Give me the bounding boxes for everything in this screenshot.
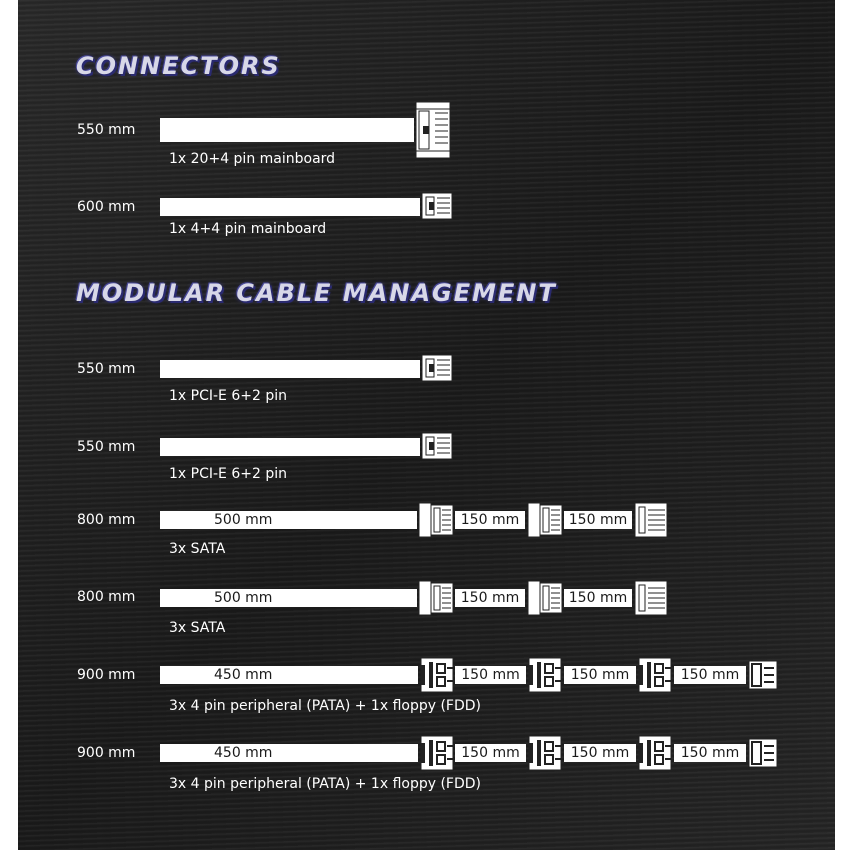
segment-length: 150 mm: [461, 667, 520, 683]
cable-bar: [160, 511, 417, 529]
sata-connector-icon: [418, 580, 454, 616]
cable-length: 550 mm: [77, 361, 136, 377]
cable-bar: [160, 118, 414, 142]
cable-description: 3x SATA: [169, 620, 226, 636]
pcie-connector-icon: [421, 354, 453, 382]
cable-description: 1x PCI-E 6+2 pin: [169, 388, 287, 404]
segment-length: 500 mm: [214, 512, 273, 528]
cable-bar: [160, 666, 418, 684]
cable-segment: [455, 511, 525, 529]
cable-length: 900 mm: [77, 745, 136, 761]
cable-bar: [160, 438, 420, 456]
cable-description: 1x 20+4 pin mainboard: [169, 151, 336, 167]
cable-segment: [564, 666, 636, 684]
floppy-connector-icon: [748, 660, 778, 690]
molex-connector-icon: [638, 657, 672, 693]
cable-length: 800 mm: [77, 512, 136, 528]
cable-bar: [160, 589, 417, 607]
segment-length: 150 mm: [680, 667, 740, 683]
cable-segment: [674, 744, 746, 762]
cable-length: 550 mm: [77, 439, 136, 455]
sata-connector-icon: [634, 580, 668, 616]
cable-bar: [160, 360, 420, 378]
cable-length: 550 mm: [77, 122, 136, 138]
cable-description: 1x PCI-E 6+2 pin: [169, 466, 287, 482]
segment-length: 150 mm: [680, 745, 740, 761]
cable-description: 3x 4 pin peripheral (PATA) + 1x floppy (FDD): [169, 776, 481, 792]
cable-segment: [674, 666, 746, 684]
sata-connector-icon: [527, 580, 563, 616]
floppy-connector-icon: [748, 738, 778, 768]
cable-bar: [160, 198, 420, 216]
cable-segment: [564, 589, 632, 607]
cable-segment: [455, 744, 526, 762]
modular-cable-heading: MODULAR CABLE MANAGEMENT: [76, 279, 557, 307]
sata-connector-icon: [634, 502, 668, 538]
cable-length: 800 mm: [77, 589, 136, 605]
cable-segment: [455, 666, 526, 684]
cable-segment: [564, 744, 636, 762]
sata-connector-icon: [418, 502, 454, 538]
molex-connector-icon: [420, 657, 454, 693]
cable-bar: [160, 744, 418, 762]
segment-length: 450 mm: [214, 667, 273, 683]
segment-length: 150 mm: [570, 667, 630, 683]
molex-connector-icon: [638, 735, 672, 771]
sata-connector-icon: [527, 502, 563, 538]
pcie-connector-icon: [421, 432, 453, 460]
cable-length: 600 mm: [77, 199, 136, 215]
molex-connector-icon: [528, 735, 562, 771]
segment-length: 500 mm: [214, 590, 273, 606]
connectors-heading: CONNECTORS: [76, 52, 281, 80]
atx-24pin-connector-icon: [415, 101, 451, 159]
cable-segment: [455, 589, 525, 607]
eps-8pin-connector-icon: [421, 192, 453, 220]
segment-length: 150 mm: [460, 590, 520, 606]
cable-description: 3x SATA: [169, 541, 226, 557]
segment-length: 150 mm: [570, 745, 630, 761]
segment-length: 150 mm: [460, 512, 520, 528]
segment-length: 150 mm: [568, 590, 628, 606]
cable-description: 3x 4 pin peripheral (PATA) + 1x floppy (FDD): [169, 698, 481, 714]
segment-length: 150 mm: [461, 745, 520, 761]
molex-connector-icon: [528, 657, 562, 693]
molex-connector-icon: [420, 735, 454, 771]
cable-description: 1x 4+4 pin mainboard: [169, 221, 327, 237]
segment-length: 450 mm: [214, 745, 273, 761]
background-panel: [18, 0, 835, 850]
segment-length: 150 mm: [568, 512, 628, 528]
cable-length: 900 mm: [77, 667, 136, 683]
cable-segment: [564, 511, 632, 529]
